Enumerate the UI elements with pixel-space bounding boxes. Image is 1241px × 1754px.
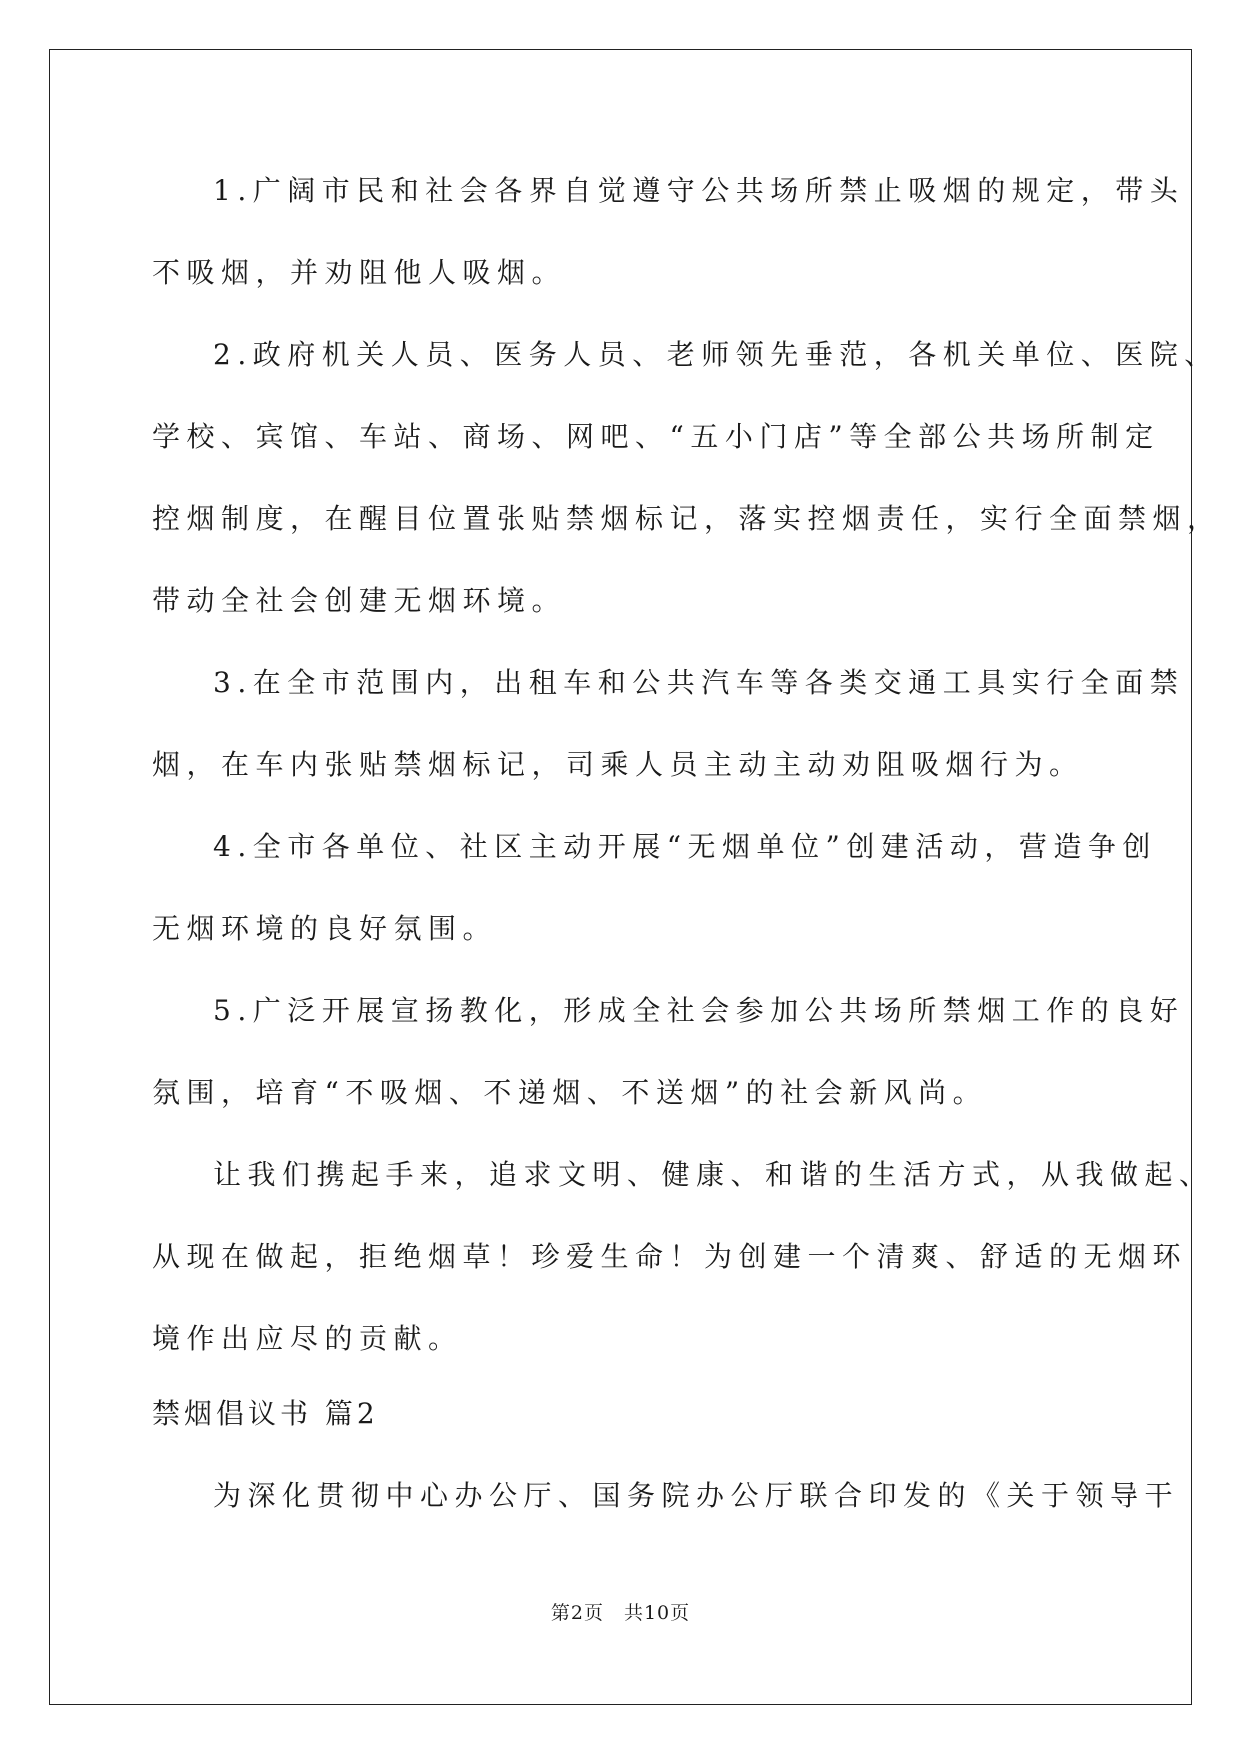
paragraph-3-line-1: 3.在全市范围内，出租车和公共汽车等各类交通工具实行全面禁	[213, 666, 1185, 699]
paragraph-5-line-2: 氛围，培育“不吸烟、不递烟、不送烟”的社会新风尚。	[152, 1076, 988, 1109]
paragraph-2-line-1: 2.政府机关人员、医务人员、老师领先垂范，各机关单位、医院、	[213, 338, 1219, 371]
paragraph-6-line-2: 从现在做起，拒绝烟草！珍爱生命！为创建一个清爽、舒适的无烟环	[152, 1240, 1188, 1273]
paragraph-5-line-1: 5.广泛开展宣扬教化，形成全社会参加公共场所禁烟工作的良好	[213, 994, 1185, 1027]
paragraph-4-line-2: 无烟环境的良好氛围。	[152, 912, 498, 945]
paragraph-2-line-4: 带动全社会创建无烟环境。	[152, 584, 567, 617]
paragraph-3-line-2: 烟，在车内张贴禁烟标记，司乘人员主动主动劝阻吸烟行为。	[152, 748, 1084, 781]
paragraph-1-line-1: 1.广阔市民和社会各界自觉遵守公共场所禁止吸烟的规定，带头	[213, 174, 1185, 207]
page-footer: 第2页 共10页	[550, 1602, 691, 1624]
paragraph-4-line-1: 4.全市各单位、社区主动开展“无烟单位”创建活动，营造争创	[213, 830, 1157, 863]
paragraph-7-line-1: 为深化贯彻中心办公厅、国务院办公厅联合印发的《关于领导干	[213, 1479, 1180, 1512]
paragraph-2-line-3: 控烟制度，在醒目位置张贴禁烟标记，落实控烟责任，实行全面禁烟，	[152, 502, 1222, 535]
page-border	[49, 49, 1192, 1705]
paragraph-6-line-3: 境作出应尽的贡献。	[152, 1322, 463, 1355]
section-heading: 禁烟倡议书 篇2	[152, 1397, 379, 1430]
paragraph-1-line-2: 不吸烟，并劝阻他人吸烟。	[152, 256, 567, 289]
paragraph-2-line-2: 学校、宾馆、车站、商场、网吧、“五小门店”等全部公共场所制定	[152, 420, 1160, 453]
paragraph-6-line-1: 让我们携起手来，追求文明、健康、和谐的生活方式，从我做起、	[213, 1158, 1214, 1191]
